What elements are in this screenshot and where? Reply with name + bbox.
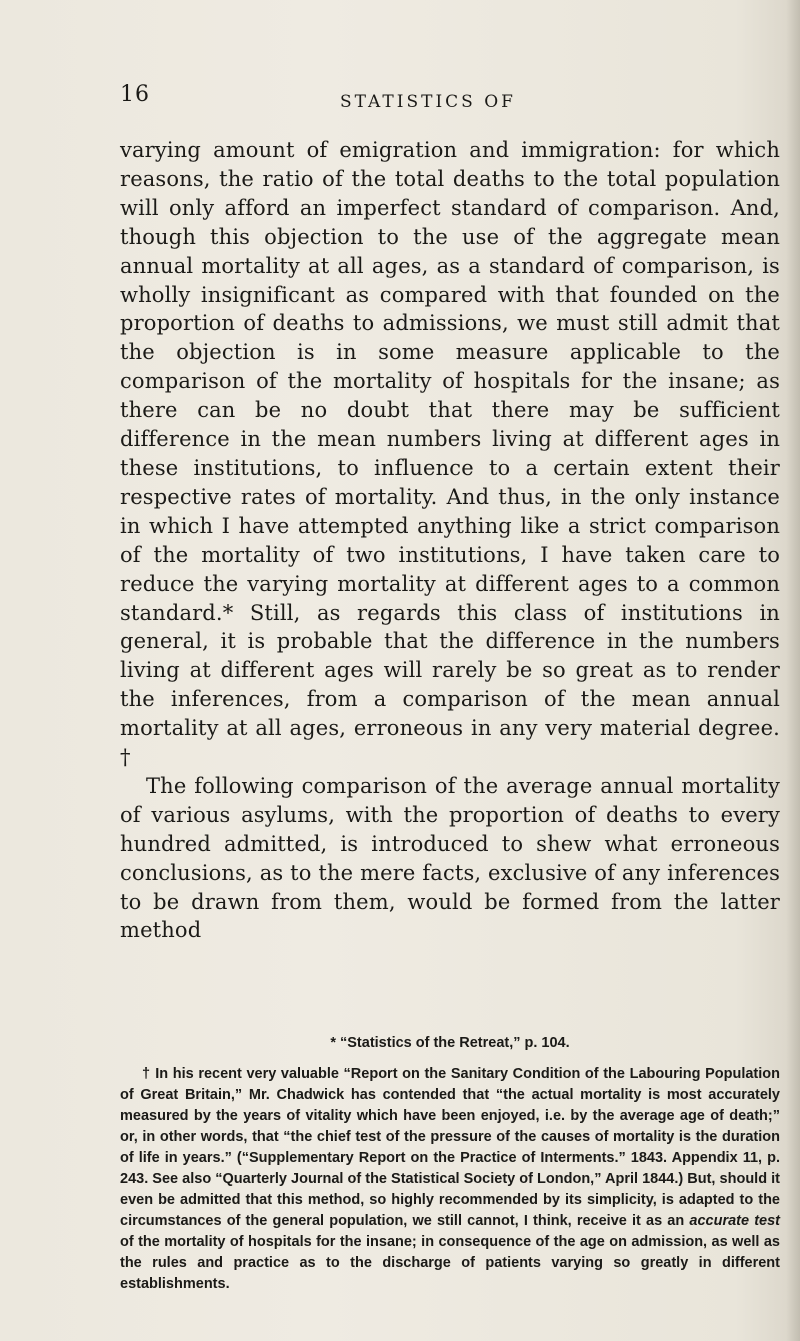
footnote-emphasis: accurate test: [689, 1213, 781, 1229]
main-text: [120, 136, 780, 945]
page-header: [120, 82, 780, 112]
page-edge-shadow: [786, 0, 800, 1341]
footnote-dagger: [120, 1064, 780, 1295]
footnote-text: † In his recent very valuable “Report on the Sanitary Condition of the Labouring Population of Great Britain,” Mr. Chadwick has contended that “the actual mortality is most accurately measured by the years of vitality which have been enjoyed, i.e. by the average age of death;” or, in other words, that “the chief test of the pressure of the causes of mortality is the duration of life in years.” (“Supplementary Report on the Practice of Interments.” 1843. Appendix 11, p. 243. See also “Quarterly Journal of the Statistical Society of London,” April 1844.) But, should it even be admitted that this method, so highly recommended by its simplicity, is adapted to the circumstances of the general population, we still cannot, I think, receive it as an: [120, 1066, 780, 1229]
paragraph: varying amount of emigration and immigration: for which reasons, the ratio of the total deaths to the total population will only afford an imperfect standard of comparison. And, though this objection to the use of the aggregate mean annual mortality at all ages, as a standard of comparison, is wholly insignificant as compared with that founded on the proportion of deaths to admissions, we must still admit that the objection is in some measure applicable to the comparison of the mortality of hospitals for the insane; as there can be no doubt that there may be sufficient difference in the mean numbers living at different ages in these institutions, to influence to a certain extent their respective rates of mortality. And thus, in the only instance in which I have attempted anything like a strict comparison of the mortality of two institutions, I have taken care to reduce the varying mortality at different ages to a common standard.* Still, as regards this class of institutions in general, it is probable that the difference in the numbers living at different ages will rarely be so great as to render the inferences, from a comparison of the mean annual mortality at all ages, erroneous in any very material degree. †: [120, 138, 780, 770]
footnotes: [120, 1033, 780, 1295]
page-number: 16: [120, 82, 150, 107]
footnote-text: of the mortality of hospitals for the insane; in consequence of the age on admission, as well as the rules and practice as to the discharge of patients varying so greatly in different establishments.: [120, 1234, 780, 1292]
running-head: STATISTICS OF: [340, 92, 516, 112]
paragraph: The following comparison of the average annual mortality of various asylums, with the proportion of deaths to every hundred admitted, is introduced to shew what erroneous conclusions, as to the mere facts, exclusive of any inferences to be drawn from them, would be formed from the latter method: [120, 773, 780, 943]
footnote-asterisk: * “Statistics of the Retreat,” p. 104.: [330, 1035, 570, 1051]
